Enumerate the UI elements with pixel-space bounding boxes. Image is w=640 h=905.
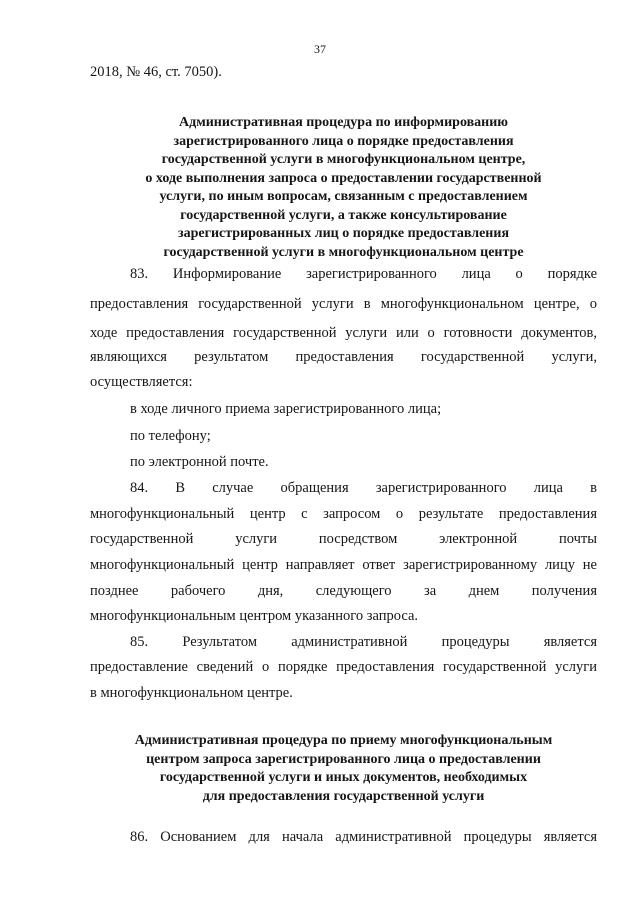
paragraph-line: осуществляется: <box>90 374 193 390</box>
heading-line: государственной услуги и иных документов, необходимых <box>159 770 528 785</box>
heading-line: государственной услуги в многофункциональном центре, <box>161 152 526 167</box>
heading-line: государственной услуги в многофункциональном центре <box>163 244 524 260</box>
list-item: по телефону; <box>130 428 211 444</box>
paragraph-line: предоставление сведений о порядке предоставления государственной услуги <box>90 659 597 675</box>
paragraph-line: 83. Информирование зарегистрированного лица о порядке <box>130 266 597 282</box>
section-heading-informing <box>90 114 597 262</box>
paragraph-line: 84. В случае обращения зарегистрированного лица в <box>130 480 597 496</box>
continuation-text: 2018, № 46, ст. 7050). <box>90 64 222 80</box>
heading-line: зарегистрированного лица о порядке предоставления <box>173 133 514 149</box>
section-heading-reception <box>90 732 597 806</box>
heading-line: услуги, по иным вопросам, связанным с предоставлением <box>159 189 528 204</box>
paragraph-line: предоставления государственной услуги в многофункциональном центре, о <box>90 296 597 312</box>
paragraph-line: в многофункциональном центре. <box>90 685 293 701</box>
paragraph-86: 86. Основанием для начала административной процедуры является <box>130 829 597 845</box>
paragraph-line: 85. Результатом административной процедуры является <box>130 634 597 650</box>
heading-line: для предоставления государственной услуги <box>202 788 485 804</box>
paragraph-line: многофункциональный центр с запросом о результате предоставления <box>90 506 597 522</box>
heading-line: о ходе выполнения запроса о предоставлении государственной <box>145 170 542 186</box>
paragraph-line: являющихся результатом предоставления государственной услуги, <box>90 349 597 365</box>
paragraph-line: многофункциональным центром указанного запроса. <box>90 608 419 624</box>
paragraph-line: государственной услуги посредством электронной почты <box>90 531 597 547</box>
heading-line: Административная процедура по информированию <box>179 115 508 130</box>
list-item: по электронной почте. <box>130 454 269 470</box>
paragraph-line: многофункциональный центр направляет ответ зарегистрированному лицу не <box>90 557 597 573</box>
heading-line: Административная процедура по приему многофункциональным <box>134 733 553 748</box>
list-item: в ходе личного приема зарегистрированного лица; <box>130 401 442 417</box>
heading-line: центром запроса зарегистрированного лица о предоставлении <box>146 751 541 767</box>
heading-line: государственной услуги, а также консультирование <box>180 207 507 223</box>
page-number: 37 <box>314 42 326 56</box>
paragraph-line: ходе предоставления государственной услуги или о готовности документов, <box>90 325 597 341</box>
paragraph-line: позднее рабочего дня, следующего за днем получения <box>90 583 597 599</box>
heading-line: зарегистрированных лиц о порядке предоставления <box>177 226 510 241</box>
